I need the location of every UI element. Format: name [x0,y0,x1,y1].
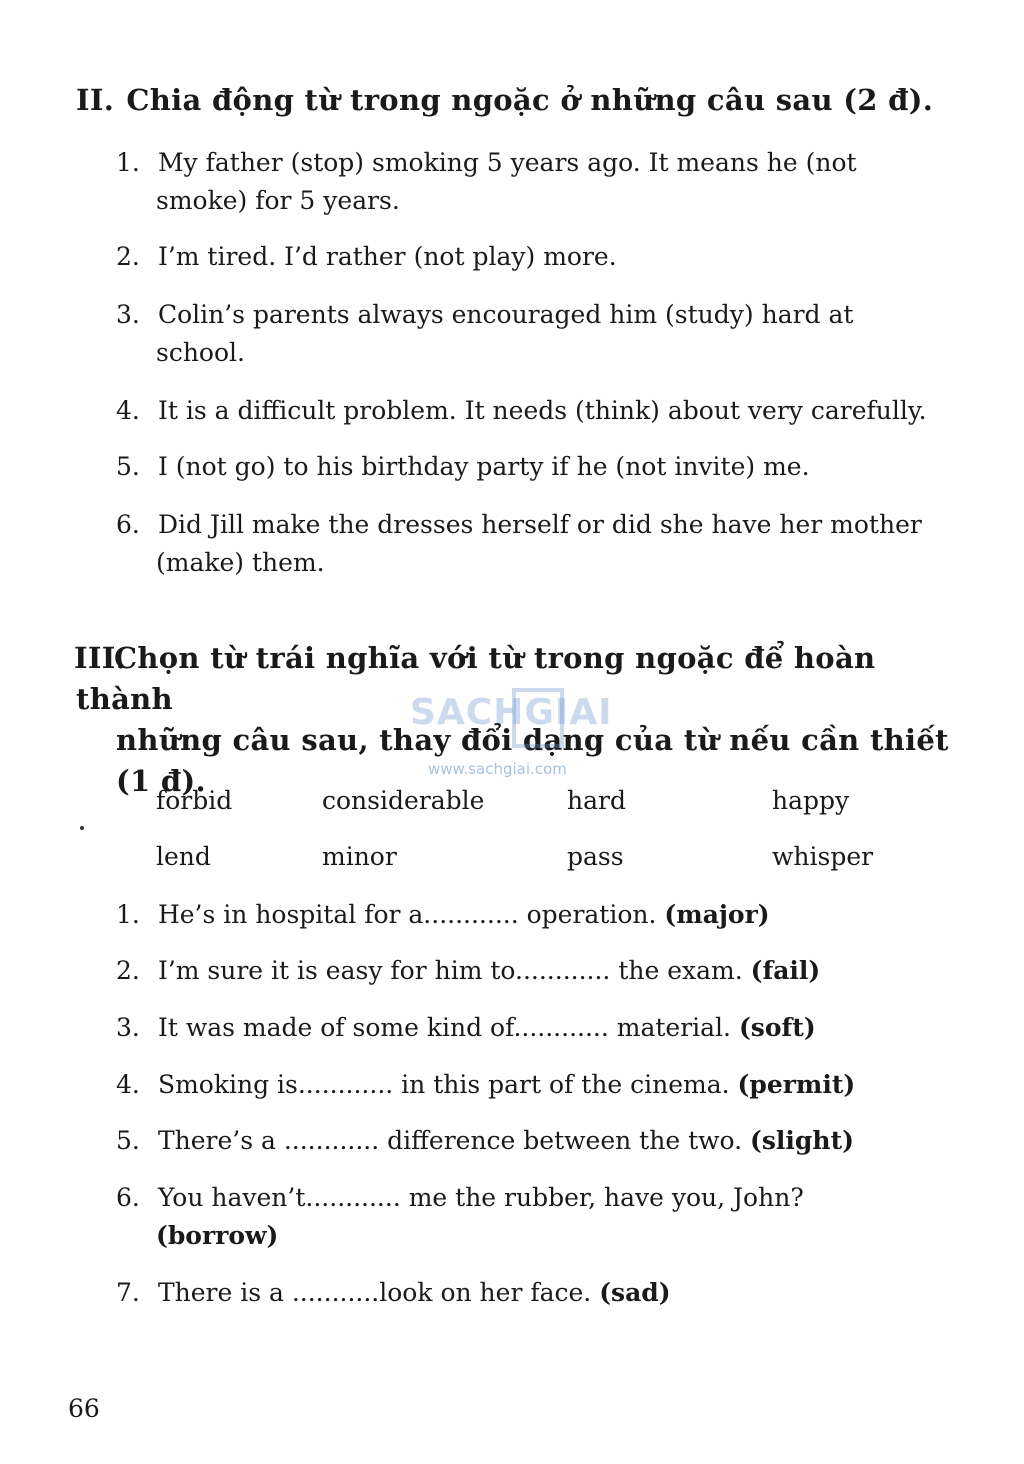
item-number: 3. [116,1013,140,1042]
item-number: 4. [116,396,140,425]
item-text: You haven’t............ me the rubber, have you, John? [157,1183,804,1212]
section-2-item [116,238,978,276]
item-number: 7. [116,1278,140,1307]
item-hint: (permit) [737,1070,856,1099]
item-text: There is a ...........look on her face. [157,1278,592,1307]
item-text: Did Jill make the dresses herself or did she have her mother [157,510,922,539]
scan-speck [80,826,84,830]
item-number: 2. [116,956,140,985]
item-text: Colin’s parents always encouraged him (study) hard at [157,300,854,329]
item-number: 5. [116,452,140,481]
section-3-item [116,896,978,934]
item-hint: (sad) [599,1278,671,1307]
section-3-item [116,1066,978,1104]
section-2-item [116,392,978,430]
section-3-number: III. [74,641,126,675]
item-text: I’m tired. I’d rather (not play) more. [157,242,617,271]
section-3-heading [76,638,976,802]
item-number: 4. [116,1070,140,1099]
section-3-item [116,1009,978,1047]
item-text: I (not go) to his birthday party if he (not invite) me. [157,452,810,481]
section-2-item [116,448,978,486]
item-hint: (fail) [750,956,821,985]
item-text: He’s in hospital for a............ operation. [157,900,657,929]
item-hint: (soft) [738,1013,816,1042]
item-number: 3. [116,300,140,329]
section-2-item [116,506,978,582]
item-text: I’m sure it is easy for him to............ the exam. [157,956,743,985]
section-3-title-line3: (1 đ). [116,764,206,798]
item-text: My father (stop) smoking 5 years ago. It means he (not [157,148,857,177]
section-2-item [116,296,978,372]
word-bank-word: forbid [156,786,233,815]
section-3-item [116,952,978,990]
item-text-continued: smoke) for 5 years. [156,186,400,215]
item-text-continued: school. [156,338,245,367]
word-bank-word: lend [156,842,211,871]
section-2-item [116,144,978,220]
word-bank-word: pass [567,842,624,871]
item-hint: (slight) [750,1126,854,1155]
item-text: Smoking is............ in this part of the cinema. [157,1070,730,1099]
item-number: 5. [116,1126,140,1155]
word-bank-word: hard [567,786,626,815]
word-bank-word: considerable [322,786,485,815]
item-text: There’s a ............ difference between the two. [157,1126,743,1155]
item-text-continued: (make) them. [156,548,325,577]
item-text: It was made of some kind of............ material. [157,1013,731,1042]
section-3-item [116,1274,978,1312]
item-number: 1. [116,148,140,177]
word-bank-word: whisper [772,842,874,871]
page-number: 66 [68,1394,100,1423]
item-number: 2. [116,242,140,271]
item-hint: (borrow) [156,1221,279,1250]
item-number: 1. [116,900,140,929]
item-number: 6. [116,510,140,539]
section-2-number: II. [76,83,115,117]
watermark-brand: SACHGIAI [410,692,613,733]
item-hint: (major) [664,900,770,929]
section-2-title: Chia động từ trong ngoặc ở những câu sau (2 đ). [126,83,934,117]
word-bank-word: happy [772,786,850,815]
watermark-url: www.sachgiai.com [428,760,567,778]
section-3-item [116,1179,978,1255]
word-bank-word: minor [322,842,397,871]
item-text: It is a difficult problem. It needs (think) about very carefully. [157,396,927,425]
section-3-item [116,1122,978,1160]
item-number: 6. [116,1183,140,1212]
section-3-title-line2: những câu sau, thay đổi dạng của từ nếu cần thiết [116,723,949,757]
section-2-heading [76,80,976,121]
section-3-title-line1: Chọn từ trái nghĩa với từ trong ngoặc để hoàn thành [76,641,876,716]
